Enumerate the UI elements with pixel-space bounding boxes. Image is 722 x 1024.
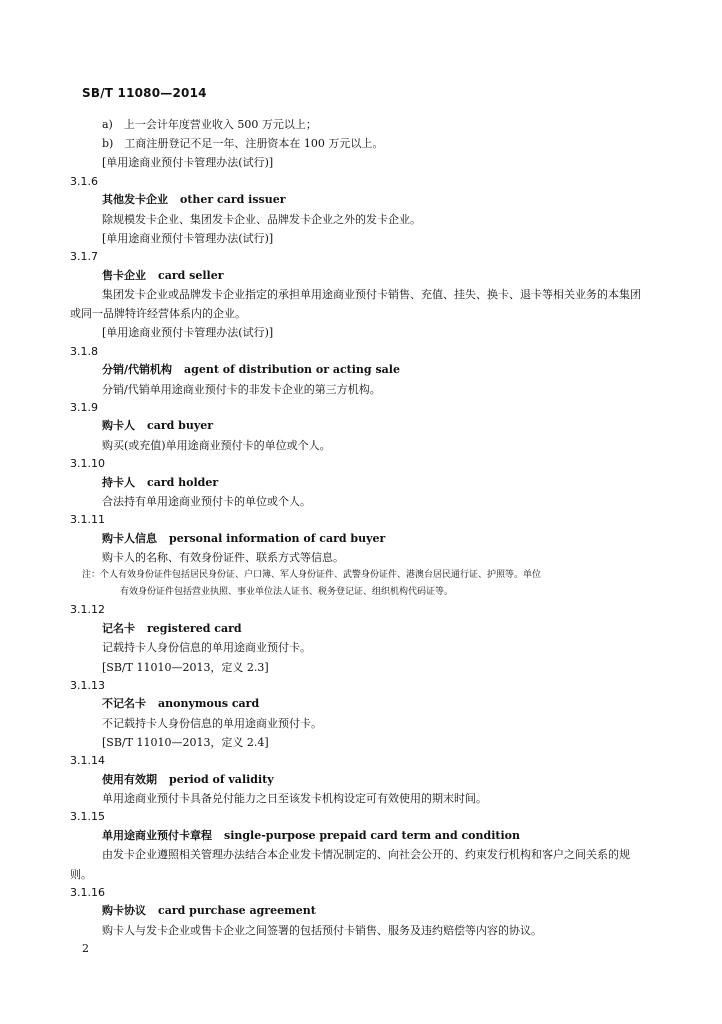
term-zh: 购卡协议 [102,904,146,918]
clause-b: b) 工商注册登记不足一年、注册资本在 100 万元以上。 [102,137,384,151]
term-zh: 购卡人 [102,419,135,433]
term-definition: 分销/代销单用途商业预付卡的非发卡企业的第三方机构。 [102,382,381,396]
term-number: 3.1.12 [70,603,105,617]
term-en: card buyer [147,419,214,433]
term-heading [70,361,650,380]
term-definition: 集团发卡企业或品牌发卡企业指定的承担单用途商业预付卡销售、充值、挂失、换卡、退卡等相关业务的本集团或同一品牌特许经营体系内的企业。 [70,288,641,321]
term-en: period of validity [169,772,274,786]
term-heading [70,827,650,846]
term-definition: 除规模发卡企业、集团发卡企业、品牌发卡企业之外的发卡企业。 [102,212,421,226]
note-line: 注：个人有效身份证件包括居民身份证、户口簿、军人身份证件、武警身份证件、港澳台居民通行证、护照等。单位 [82,570,542,581]
term-definition: 购买(或充值)单用途商业预付卡的单位或个人。 [102,438,331,452]
clause-a: a) 上一会计年度营业收入 500 万元以上； [102,118,317,131]
term-zh: 售卡企业 [102,268,146,282]
term-number: 3.1.8 [70,344,98,358]
term-heading [70,267,650,286]
term-number: 3.1.6 [70,174,98,188]
term-en: registered card [147,621,242,635]
term-en: agent of distribution or acting sale [184,363,400,377]
term-heading [70,902,650,921]
term-definition: 购卡人与发卡企业或售卡企业之间签署的包括预付卡销售、服务及违约赔偿等内容的协议。 [102,923,542,937]
term-number: 3.1.16 [70,885,105,899]
term-heading [70,771,650,790]
term-en: card purchase agreement [158,904,316,918]
term-number: 3.1.13 [70,678,105,692]
term-heading [70,191,650,210]
term-zh: 使用有效期 [102,772,157,786]
document-body [70,115,650,940]
source-ref: [SB/T 11010—2013，定义 2.3] [102,660,269,674]
source-ref: [SB/T 11010—2013，定义 2.4] [102,736,269,750]
source-ref: [单用途商业预付卡管理办法(试行)] [102,326,274,340]
term-heading [70,530,650,549]
source-ref: [单用途商业预付卡管理办法(试行)] [102,231,274,245]
term-definition: 合法持有单用途商业预付卡的单位或个人。 [102,495,311,509]
term-en: single-purpose prepaid card term and condition [224,828,520,842]
document-code: SB/T 11080—2014 [82,86,207,100]
term-number: 3.1.7 [70,250,98,264]
term-heading [70,620,650,639]
term-en: anonymous card [158,697,260,711]
term-en: personal information of card buyer [169,531,386,545]
source-ref: [单用途商业预付卡管理办法(试行)] [102,156,274,170]
term-zh: 持卡人 [102,475,135,489]
term-zh: 单用途商业预付卡章程 [102,828,212,842]
term-zh: 不记名卡 [102,697,146,711]
term-zh: 购卡人信息 [102,531,157,545]
term-heading [70,695,650,714]
term-number: 3.1.14 [70,754,105,768]
term-number: 3.1.15 [70,810,105,824]
term-number: 3.1.9 [70,400,98,414]
term-definition: 不记载持卡人身份信息的单用途商业预付卡。 [102,716,322,730]
term-en: card holder [147,475,219,489]
term-heading [70,474,650,493]
term-zh: 记名卡 [102,621,135,635]
term-definition: 记载持卡人身份信息的单用途商业预付卡。 [102,641,311,655]
term-heading [70,417,650,436]
term-zh: 其他发卡企业 [102,193,168,207]
term-definition: 单用途商业预付卡具备兑付能力之日至该发卡机构设定可有效使用的期末时间。 [102,792,487,806]
term-definition: 购卡人的名称、有效身份证件、联系方式等信息。 [102,551,344,565]
term-number: 3.1.10 [70,457,105,471]
term-definition: 由发卡企业遵照相关管理办法结合本企业发卡情况制定的、向社会公开的、约束发行机构和客户之间关系的规则。 [70,848,630,881]
term-en: card seller [158,268,224,282]
term-en: other card issuer [180,193,286,207]
term-zh: 分销/代销机构 [102,363,173,377]
page-number: 2 [82,942,89,955]
term-number: 3.1.11 [70,513,105,527]
note-line: 有效身份证件包括营业执照、事业单位法人证书、税务登记证、组织机构代码证等。 [120,587,454,598]
